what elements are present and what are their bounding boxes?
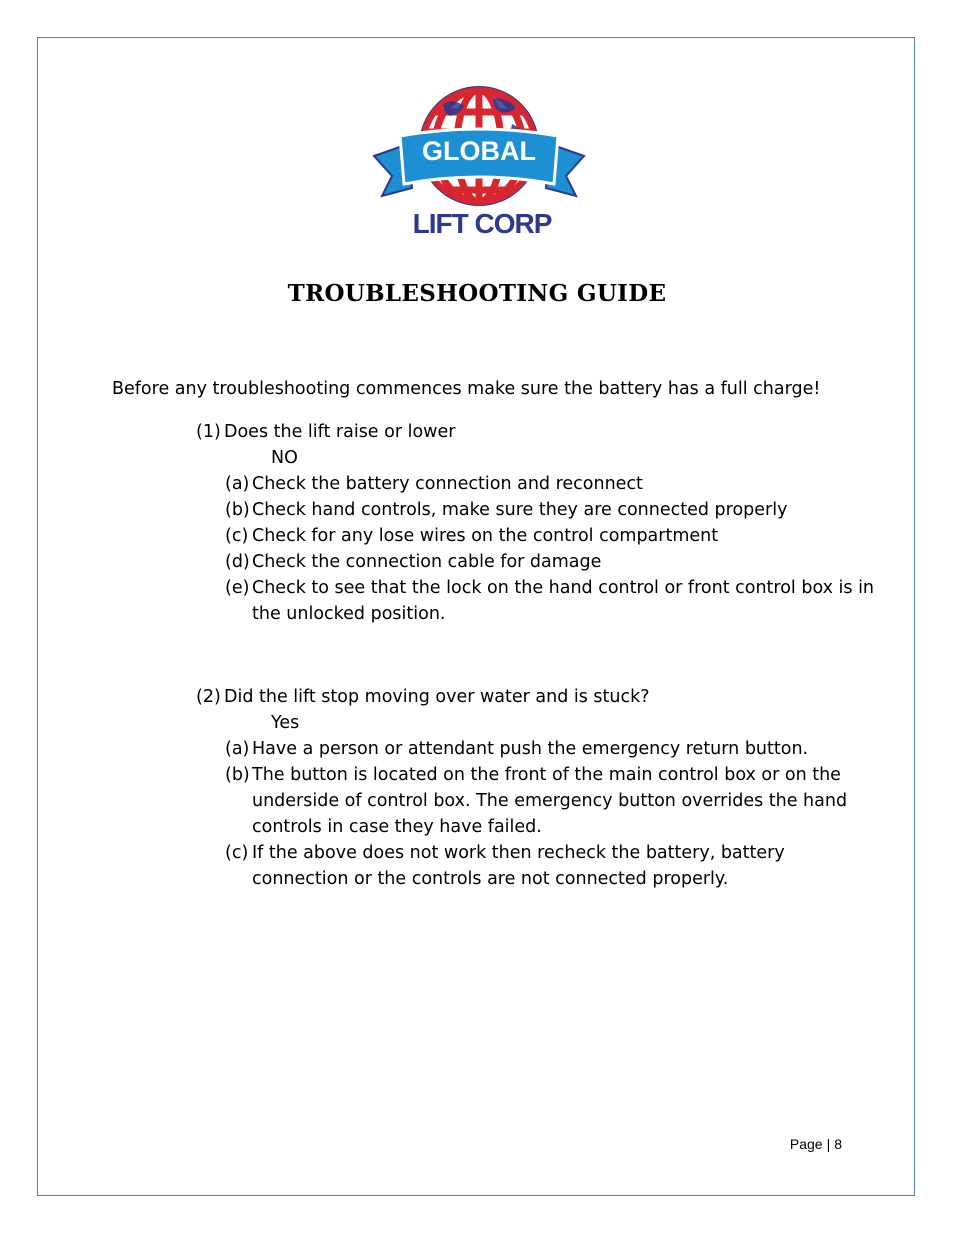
list-item-text: Check for any lose wires on the control compartment <box>252 526 719 546</box>
list-item-label: (b) <box>225 500 250 520</box>
page-label: Page <box>789 1136 823 1152</box>
page-title: TROUBLESHOOTING GUIDE <box>287 280 667 307</box>
page-separator: | <box>826 1136 831 1152</box>
list-item-text: The button is located on the front of the main control box or on the <box>252 765 841 785</box>
list-item-text: Check hand controls, make sure they are connected properly <box>252 500 788 520</box>
list-item-label: (c) <box>225 526 249 546</box>
list-item-text: Have a person or attendant push the emergency return button. <box>252 739 809 759</box>
section-question-text: Does the lift raise or lower <box>224 422 456 442</box>
list-item-label: (a) <box>225 739 250 759</box>
section-number: (2) <box>196 687 221 707</box>
list-item-label: (c) <box>225 843 249 863</box>
list-item-text: controls in case they have failed. <box>252 817 542 837</box>
list-item-label: (a) <box>225 474 250 494</box>
section-answer: NO <box>271 448 298 468</box>
logo-bottom-text: LIFT CORP <box>412 208 552 239</box>
global-lift-corp-logo <box>372 84 586 240</box>
logo-top-text: GLOBAL <box>422 136 536 166</box>
list-item-text: Check to see that the lock on the hand control or front control box is in <box>252 578 875 598</box>
list-item-text: the unlocked position. <box>252 604 446 624</box>
list-item-label: (e) <box>225 578 250 598</box>
section-question-text: Did the lift stop moving over water and is stuck? <box>224 687 650 707</box>
page-footer <box>790 1136 842 1152</box>
intro-text: Before any troubleshooting commences make sure the battery has a full charge! <box>112 379 821 399</box>
list-item-text: underside of control box. The emergency button overrides the hand <box>252 791 848 811</box>
page-number: 8 <box>834 1136 842 1152</box>
section-answer: Yes <box>271 713 300 733</box>
list-item-text: connection or the controls are not connected properly. <box>252 869 729 889</box>
list-item-text: If the above does not work then recheck the battery, battery <box>252 843 785 863</box>
list-item-label: (b) <box>225 765 250 785</box>
list-item-text: Check the connection cable for damage <box>252 552 602 572</box>
list-item-text: Check the battery connection and reconnect <box>252 474 643 494</box>
list-item-label: (d) <box>225 552 250 572</box>
section-number: (1) <box>196 422 221 442</box>
